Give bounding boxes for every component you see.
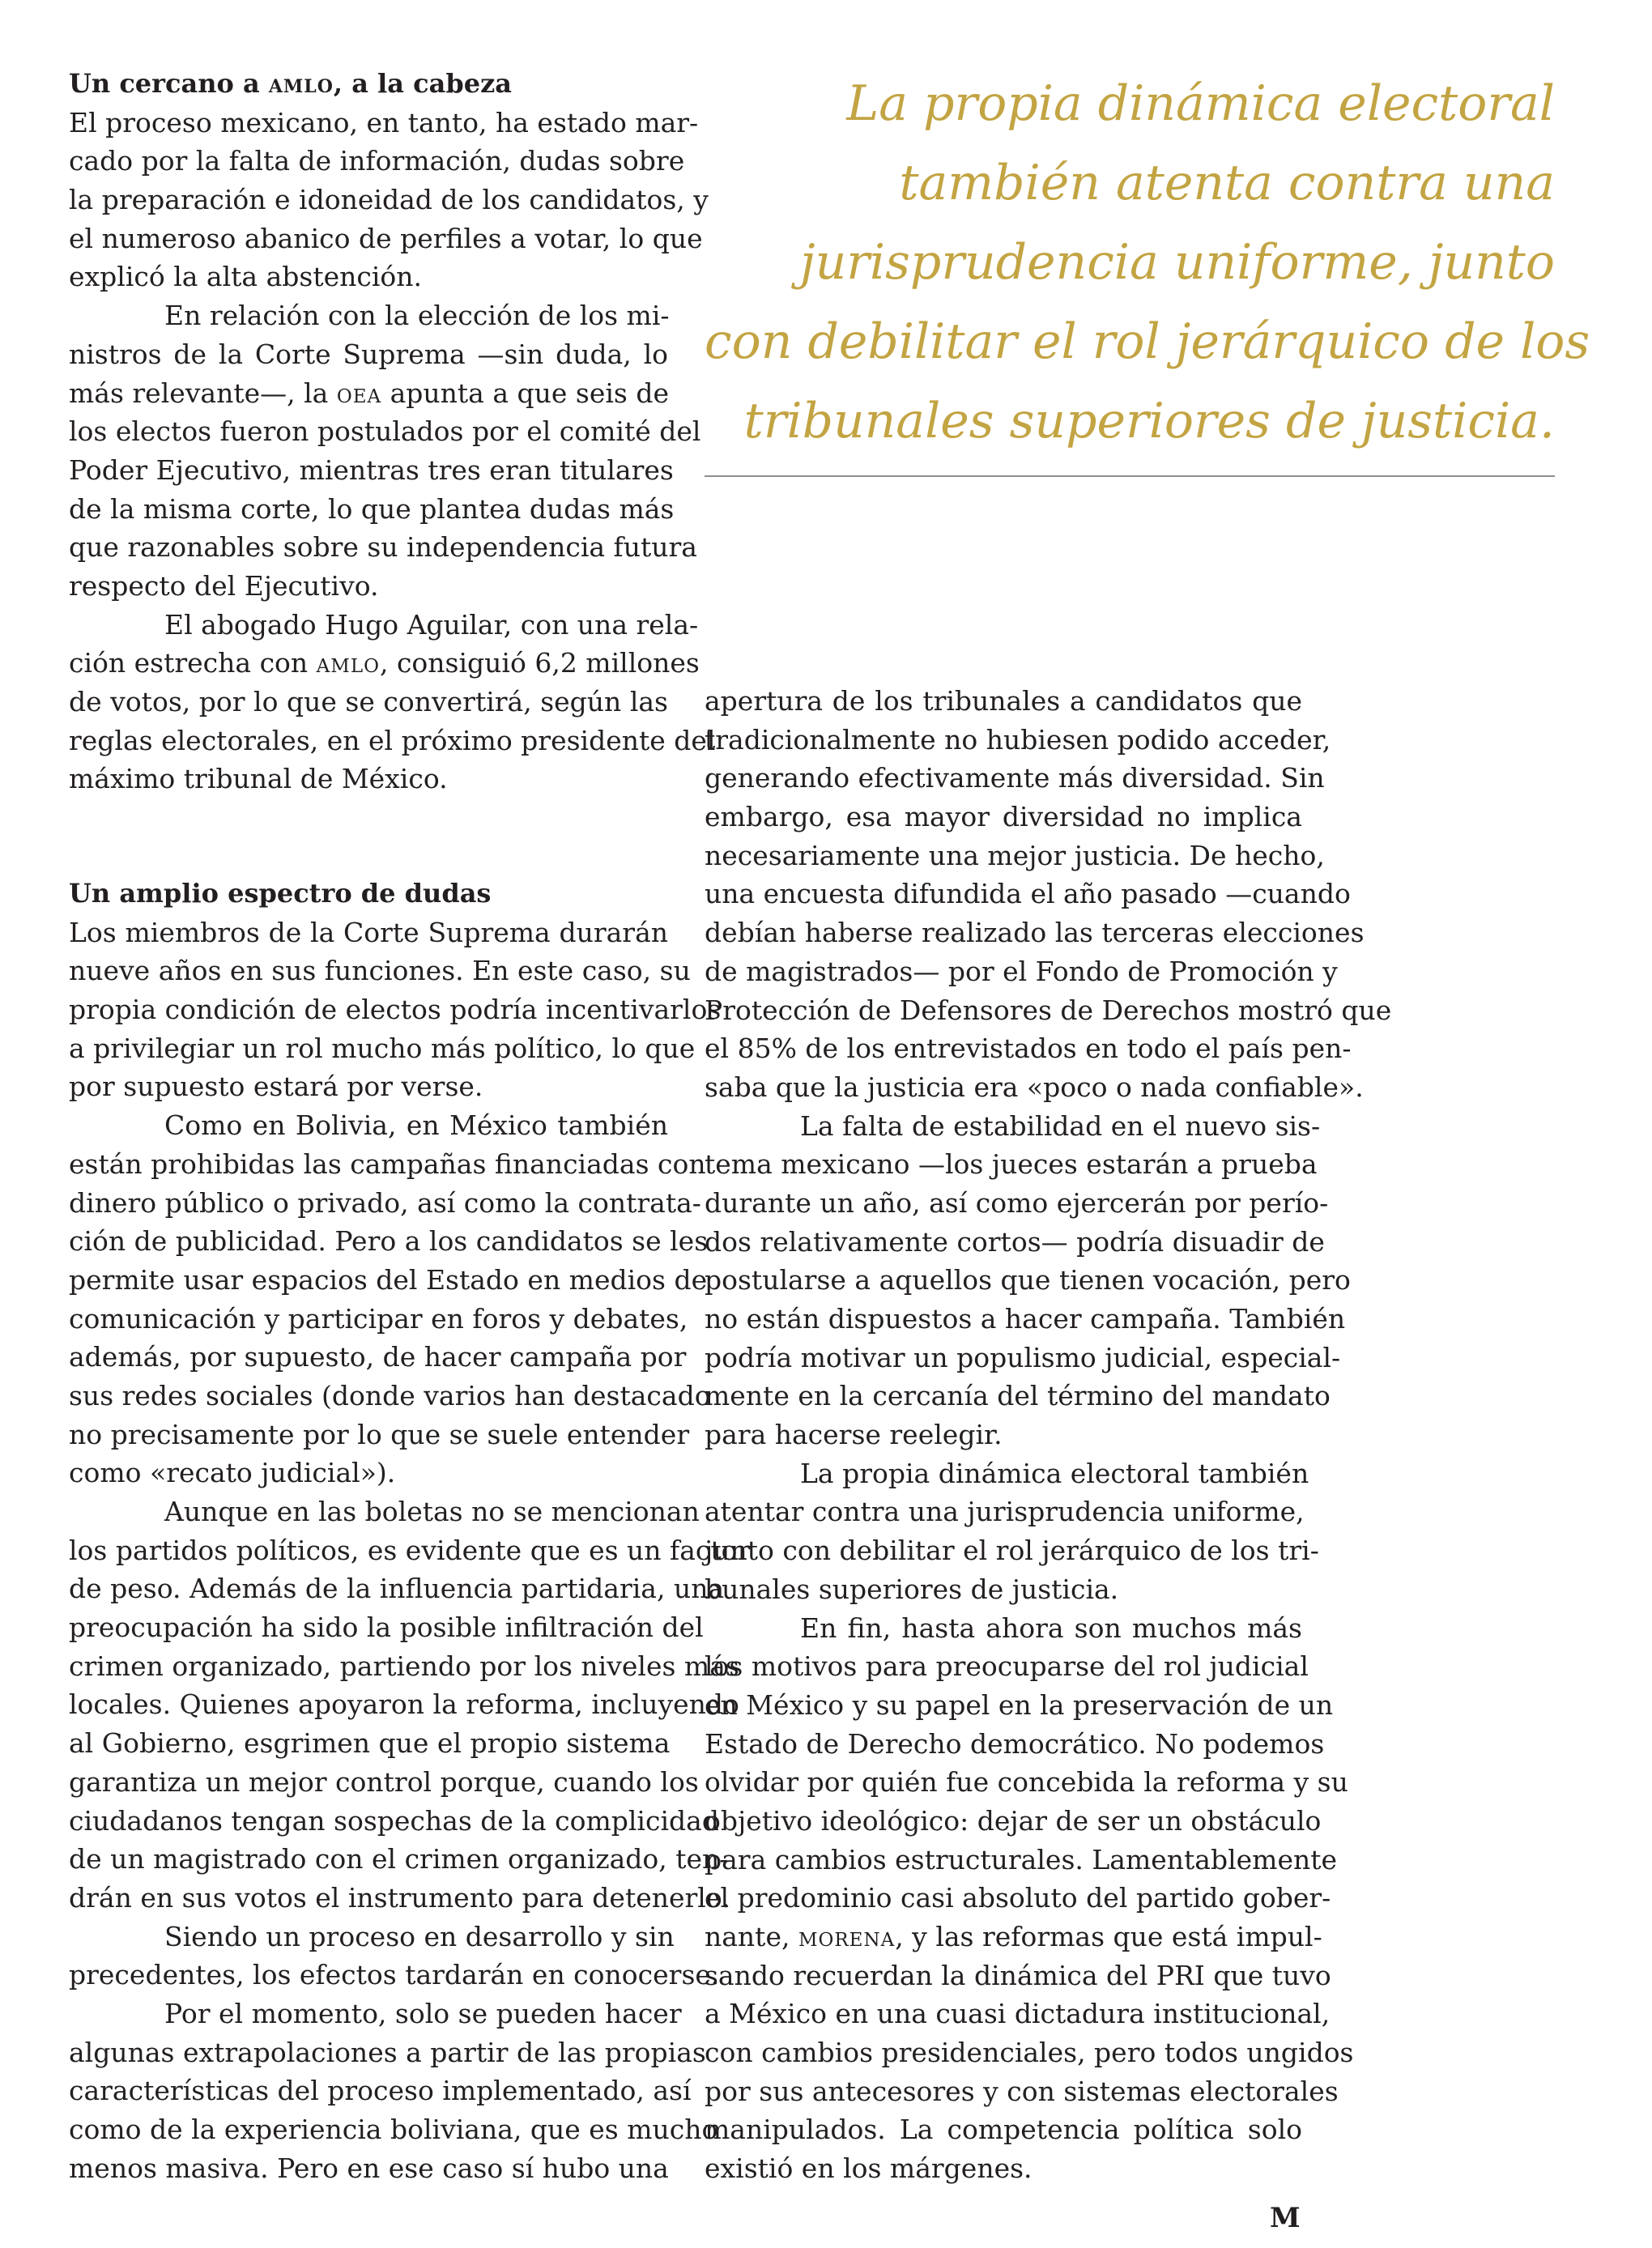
text-line: con cambios presidenciales, pero todos ungidos [705, 2037, 1354, 2069]
paragraph [69, 1492, 751, 1918]
text-line: Protección de Defensores de Derechos mostró que [705, 994, 1392, 1026]
text-line: Siendo un proceso en desarrollo y sin [164, 1920, 675, 1952]
pull-quote-line: con debilitar el rol jerárquico de los [705, 313, 1590, 370]
text-line: no están dispuestos a hacer campaña. También [705, 1303, 1346, 1335]
text-line: el 85% de los entrevistados en todo el país pen- [705, 1032, 1352, 1065]
text-line: una encuesta difundida el año pasado —cuando [705, 878, 1351, 910]
paragraph [69, 1106, 711, 1492]
text-line: ción de publicidad. Pero a los candidatos se les [69, 1225, 709, 1258]
text-line: existió en los márgenes. [705, 2152, 1032, 2185]
text-line: menos masiva. Pero en ese caso sí hubo una [69, 2152, 669, 2184]
text-line: de la misma corte, lo que plantea dudas más [69, 492, 675, 525]
text-line: crimen organizado, partiendo por los niveles más [69, 1650, 739, 1682]
text-line: a privilegiar un rol mucho más político, lo que [69, 1032, 696, 1064]
text-line: algunas extrapolaciones a partir de las propias [69, 2036, 706, 2068]
text-line: Por el momento, solo se pueden hacer [164, 1997, 682, 2029]
paragraph [69, 296, 701, 606]
text-line: el numeroso abanico de perfiles a votar, lo que [69, 222, 703, 254]
text-line: embargo, esa mayor diversidad no implica [705, 801, 1302, 833]
text-line: En relación con la elección de los mi- [164, 300, 670, 332]
text-line: de magistrados— por el Fondo de Promoción y [705, 955, 1338, 987]
paragraph [69, 104, 709, 296]
paragraph [69, 1918, 720, 1995]
text-line: explicó la alta abstención. [69, 261, 423, 293]
text-line: locales. Quienes apoyaron la reforma, incluyendo [69, 1688, 739, 1721]
pull-quote-line: tribunales superiores de justicia. [743, 393, 1555, 449]
text-line: La falta de estabilidad en el nuevo sis- [800, 1109, 1321, 1142]
text-line: por sus antecesores y con sistemas electorales [705, 2075, 1339, 2107]
pull-quote-line: jurisprudencia uniforme, junto [800, 234, 1555, 291]
section-heading: Un amplio espectro de dudas [69, 878, 492, 909]
text-line: los motivos para preocuparse del rol judicial [705, 1650, 1309, 1683]
text-line: de votos, por lo que se convertirá, según las [69, 686, 668, 717]
text-line: Estado de Derecho democrático. No podemos [705, 1727, 1325, 1760]
pull-quote-line: La propia dinámica electoral [846, 75, 1555, 132]
text-line: bunales superiores de justicia. [705, 1573, 1119, 1605]
pull-quote-divider [705, 475, 1555, 477]
text-line: tradicionalmente no hubiesen podido acceder, [705, 723, 1331, 756]
text-line: El proceso mexicano, en tanto, ha estado mar- [69, 106, 699, 138]
text-line: como de la experiencia boliviana, que es mucho [69, 2114, 718, 2145]
section-1 [69, 65, 716, 798]
text-line: podría motivar un populismo judicial, especial- [705, 1341, 1341, 1373]
text-line: junto con debilitar el rol jerárquico de los tri- [705, 1535, 1319, 1567]
text-line: garantiza un mejor control porque, cuando los [69, 1765, 699, 1798]
pull-quote [705, 64, 1590, 461]
section-2 [69, 875, 751, 2187]
text-line: ción estrecha con amlo, consiguió 6,2 millones [69, 647, 700, 679]
text-line: objetivo ideológico: dejar de ser un obstáculo [705, 1804, 1322, 1837]
text-line: los electos fueron postulados por el comité del [69, 415, 701, 448]
text-line: manipulados. La competencia política solo [705, 2114, 1302, 2146]
text-line: propia condición de electos podría incentivarlos [69, 994, 722, 1026]
text-line: sus redes sociales (donde varios han destacado [69, 1379, 711, 1411]
text-line: atentar contra una jurisprudencia uniforme, [705, 1496, 1305, 1528]
text-line: para hacerse reelegir. [705, 1419, 1003, 1451]
text-line: de un magistrado con el crimen organizado, ten- [69, 1843, 729, 1875]
paragraph [69, 606, 716, 798]
paragraph [69, 1995, 718, 2187]
paragraph [705, 682, 1392, 1107]
text-line: máximo tribunal de México. [69, 763, 448, 795]
paragraph [705, 1454, 1319, 1609]
text-line: cado por la falta de información, dudas sobre [69, 145, 685, 177]
text-line: dinero público o privado, así como la contrata- [69, 1186, 701, 1219]
text-line: Poder Ejecutivo, mientras tres eran titulares [69, 453, 674, 486]
text-line: La propia dinámica electoral también [800, 1457, 1309, 1489]
text-line: tema mexicano —los jueces estarán a prueba [705, 1148, 1318, 1181]
text-line: reglas electorales, en el próximo presidente del [69, 724, 716, 756]
text-line: no precisamente por lo que se suele entender [69, 1418, 690, 1450]
text-line: están prohibidas las campañas financiadas con [69, 1147, 706, 1180]
pull-quote-line: también atenta contra una [899, 155, 1555, 211]
text-line: durante un año, así como ejercerán por perío- [705, 1186, 1329, 1219]
text-line: Como en Bolivia, en México también [164, 1109, 668, 1142]
text-line: En fin, hasta ahora son muchos más [800, 1611, 1302, 1644]
text-line: características del proceso implementado, así [69, 2075, 692, 2107]
text-line: drán en sus votos el instrumento para detenerlo. [69, 1881, 730, 1914]
text-line: olvidar por quién fue concebida la reforma y su [705, 1766, 1348, 1799]
text-line: comunicación y participar en foros y debates, [69, 1302, 688, 1335]
section-heading: Un cercano a amlo, a la cabeza [69, 68, 512, 99]
paragraph [705, 1609, 1354, 2188]
text-line: los partidos políticos, es evidente que es un factor [69, 1534, 751, 1566]
right-body [705, 682, 1392, 2188]
text-line: el predominio casi absoluto del partido gober- [705, 1882, 1331, 1914]
acronym: amlo [316, 647, 380, 679]
text-line: respecto del Ejecutivo. [69, 569, 379, 602]
text-line: dos relativamente cortos— podría disuadir de [705, 1225, 1325, 1258]
paragraph [705, 1107, 1351, 1454]
text-line: más relevante—, la oea apunta a que seis de [69, 377, 669, 409]
text-line: nistros de la Corte Suprema —sin duda, lo [69, 338, 668, 370]
text-line: sando recuerdan la dinámica del PRI que tuvo [705, 1959, 1331, 1991]
text-line: además, por supuesto, de hacer campaña por [69, 1341, 687, 1373]
text-line: la preparación e idoneidad de los candidatos, y [69, 184, 709, 216]
text-line: apertura de los tribunales a candidatos que [705, 685, 1302, 717]
text-line: para cambios estructurales. Lamentablemente [705, 1843, 1338, 1875]
text-line: de peso. Además de la influencia partidaria, una [69, 1573, 725, 1605]
end-mark: M [1270, 2202, 1301, 2234]
text-line: debían haberse realizado las terceras elecciones [705, 917, 1365, 949]
acronym: oea [336, 377, 382, 409]
text-line: precedentes, los efectos tardarán en conocerse. [69, 1959, 720, 1991]
text-line: mente en la cercanía del término del mandato [705, 1380, 1331, 1412]
text-line: en México y su papel en la preservación de un [705, 1688, 1334, 1721]
text-line: El abogado Hugo Aguilar, con una rela- [164, 608, 699, 641]
text-line: por supuesto estará por verse. [69, 1071, 483, 1103]
text-line: a México en una cuasi dictadura institucional, [705, 1998, 1331, 2030]
acronym: morena [798, 1921, 896, 1952]
text-line: nueve años en sus funciones. En este caso, su [69, 955, 691, 987]
text-line: nante, morena, y las reformas que está impul- [705, 1921, 1322, 1952]
text-line: necesariamente una mejor justicia. De hecho, [705, 839, 1325, 871]
text-line: como «recato judicial»). [69, 1457, 396, 1489]
text-line: permite usar espacios del Estado en medios de [69, 1263, 708, 1296]
text-line: ciudadanos tengan sospechas de la complicidad [69, 1804, 719, 1837]
text-line: Los miembros de la Corte Suprema durarán [69, 916, 668, 948]
text-line: postularse a aquellos que tienen vocación, pero [705, 1264, 1351, 1296]
text-line: generando efectivamente más diversidad. Sin [705, 762, 1325, 794]
text-line: que razonables sobre su independencia futura [69, 531, 697, 564]
text-line: Aunque en las boletas no se mencionan [164, 1496, 700, 1527]
text-line: saba que la justicia era «poco o nada confiable». [705, 1071, 1364, 1103]
text-line: al Gobierno, esgrimen que el propio sistema [69, 1727, 671, 1760]
paragraph [69, 913, 722, 1106]
text-line: preocupación ha sido la posible infiltración del [69, 1611, 704, 1644]
